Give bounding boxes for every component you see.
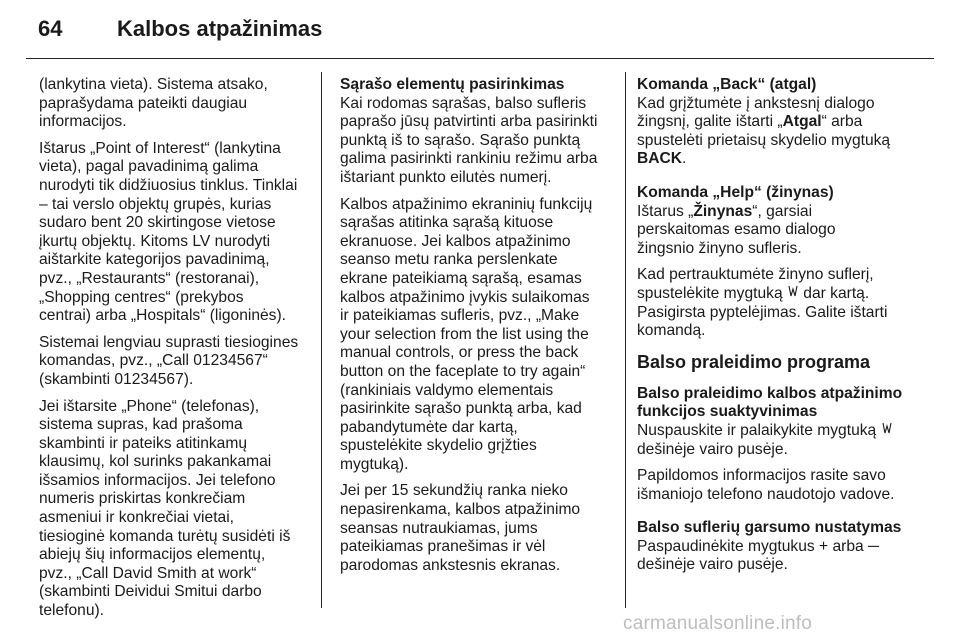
minus-icon: ─ xyxy=(868,537,880,555)
paragraph: Kai rodomas sąrašas, balso sufleris paprašo jūsų patvirtinti arba pasirinkti punktą iš to sąrašo. Sąrašo punktą galima pasirinkti rankiniu režimu arba ištariant punkto eilutės numerį. xyxy=(340,94,598,186)
paragraph: Papildomos informacijos rasite savo išmaniojo telefono naudotojo vadove. xyxy=(637,467,895,503)
column-divider-2 xyxy=(625,72,626,608)
paragraph: Ištarus „Point of Interest“ (lankytina vieta), pagal pavadinimą galima nurodyti tik didžiuosius tinklus. Tinklai – tai verslo objektų grupės, kurias sudaro bent 20 skirtingose vietose įkurtų objektų. Kitoms LV nurodyti aištarkite kategorijos pavadinimą, pvz., „Restaurants“ (restoranai), „Shopping centres“ (prekybos centrai) arba „Hospitals“ (ligoninės). xyxy=(39,139,298,325)
paragraph: Kad pertrauktumėte žinyno suflerį, spustelėkite mygtuką dar kartą. Pasigirsta pyptelėjimas. Galite ištarti komandą. xyxy=(637,266,888,340)
paragraph: Paspaudinėkite mygtukus + arba ─ dešinėje vairo pusėje. xyxy=(637,537,880,574)
plus-icon: + xyxy=(819,537,829,555)
column-1 xyxy=(39,76,311,629)
column-3 xyxy=(637,76,917,583)
subheading-back-command: Komanda „Back“ (atgal) xyxy=(637,76,817,93)
paragraph: Kad grįžtumėte į ankstesnį dialogo žingsnį, galite ištarti „Atgal“ arba spustelėti prietaisų skydelio mygtuką BACK. xyxy=(637,94,891,168)
column-2 xyxy=(340,76,615,583)
subheading-list-selection: Sąrašo elementų pasirinkimas xyxy=(340,76,565,93)
page-header xyxy=(0,0,960,58)
paragraph: Jei ištarsite „Phone“ (telefonas), sistema supras, kad prašoma skambinti ir pateiks atitinkamų klausimų, kol surinks pakankamai išsamios informacijos. Jei telefono numeris priskirtas konkrečiam asmeniui ir konkrečiai vietai, tiesioginė komanda turėtų susidėti iš abiejų šių informacijos elementų, pvz., „Call David Smith at work“ (skambinti Deividui Smitui darbo telefonu). xyxy=(39,397,291,620)
paragraph: Kalbos atpažinimo ekraninių funkcijų sąrašas atitinka sąrašą kituose ekranuose. Jei kalbos atpažinimo seanso metu ranka perslenkate ekrane pateikiamą sąrašą, esamas kalbos atpažinimo įvykis sulaikomas ir pateikiamas sufleris, pvz., „Make your selection from the list using the manual controls, or press the back button on the faceplate to try again“ (rankiniais valdymo elementais pasirinkite sąrašo punktą arba, kad pabandytumėte dar kartą, spustelėkite skydelio grįžties mygtuką). xyxy=(340,195,593,473)
paragraph: Ištarus „Žinynas“, garsiai perskaitomas esamo dialogo žingsnio žinyno sufleris. xyxy=(637,202,836,257)
section-title-voice-passthrough: Balso praleidimo programa xyxy=(637,351,871,372)
keyword-zinynas: Žinynas xyxy=(693,202,753,220)
keyword-back: BACK xyxy=(637,150,683,168)
watermark: carmanualsonline.info xyxy=(623,613,813,634)
paragraph: Sistemai lengviau suprasti tiesiogines komandas, pvz., „Call 01234567“ (skambinti 01234567). xyxy=(39,333,299,388)
voice-button-icon xyxy=(881,422,893,441)
subheading-help-command: Komanda „Help“ (žinynas) xyxy=(637,183,834,201)
page-number: 64 xyxy=(38,16,63,41)
paragraph: Jei per 15 sekundžių ranka nieko nepasirenkama, kalbos atpažinimo seansas nutraukiamas, jums pateikiamas pranešimas ir vėl parodomas ankstesnis ekranas. xyxy=(340,482,581,574)
subheading-activate-passthrough: Balso praleidimo kalbos atpažinimo funkcijos suaktyvinimas xyxy=(637,384,903,421)
page-title: Kalbos atpažinimas xyxy=(117,16,323,41)
header-rule xyxy=(26,58,934,59)
subheading-prompt-volume: Balso suflerių garsumo nustatymas xyxy=(637,519,902,537)
paragraph: Nuspauskite ir palaikykite mygtuką dešinėje vairo pusėje. xyxy=(637,422,917,459)
voice-button-icon xyxy=(787,285,799,304)
column-divider-1 xyxy=(321,72,322,608)
keyword-atgal: Atgal xyxy=(782,113,822,131)
paragraph: (lankytina vieta). Sistema atsako, paprašydama pateikti daugiau informacijos. xyxy=(39,76,268,131)
